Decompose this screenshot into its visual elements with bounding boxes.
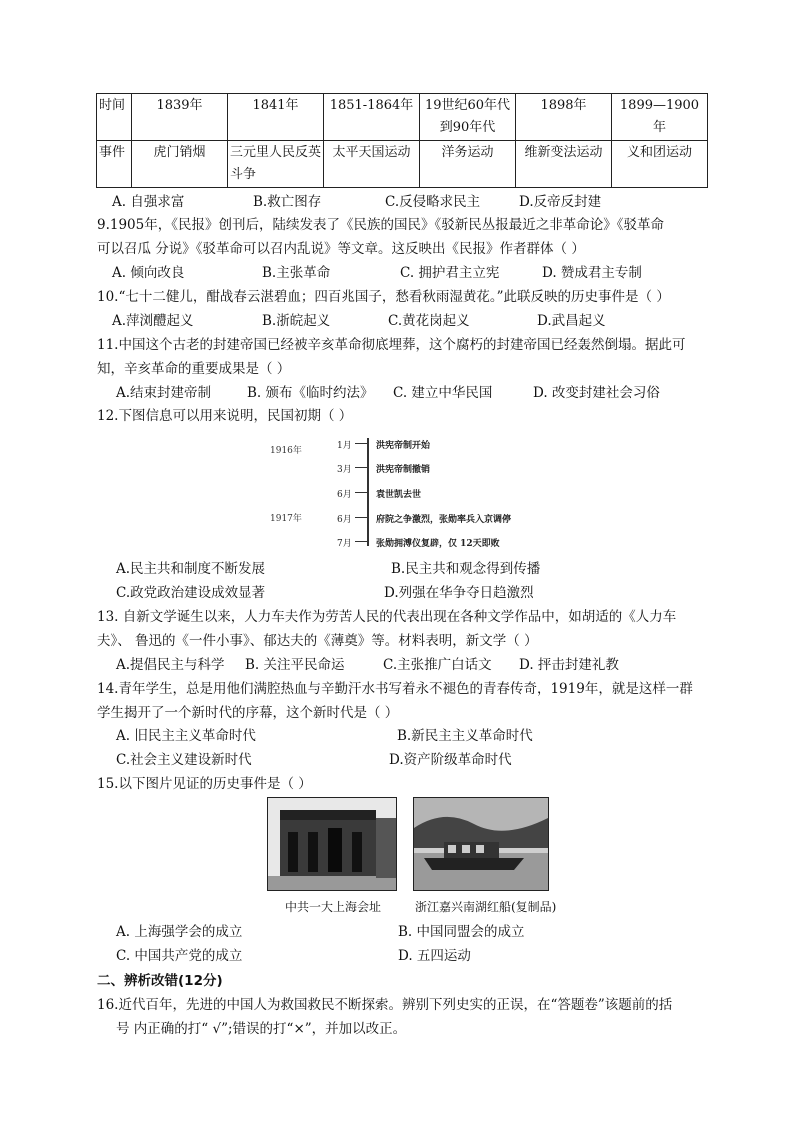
q12-option-c: C.政党政治建设成效显著 — [116, 585, 266, 601]
q15-option-a: A. 上海强学会的成立 — [116, 924, 243, 940]
q10-stem-line1: 10.“七十二健儿，酣战春云湛碧血；四百兆国子，愁看秋雨湿黄花。”此联反映的历史事件是（ ） — [97, 289, 670, 305]
table-cell: 义和团运动 — [612, 141, 708, 188]
table-cell: 洋务运动 — [420, 141, 516, 188]
q9-option-d: D. 赞成君主专制 — [542, 265, 642, 281]
table-cell: 1851-1864年 — [324, 94, 420, 141]
q12-option-b: B.民主共和观念得到传播 — [391, 561, 541, 577]
q16-stem-line2: 号 内正确的打“ √”;错误的打“×”，并加以改正。 — [116, 1021, 407, 1037]
timeline-tick — [355, 517, 367, 518]
q9-stem-line1: 9.1905年，《民报》创刊后，陆续发表了《民族的国民》《驳新民丛报最近之非革命论》《驳革命 — [97, 217, 664, 233]
table-row — [97, 94, 708, 141]
q9-stem-line2: 可以召瓜 分说》《驳革命可以召内乱说》等文章。这反映出《民报》作者群体（ ） — [97, 241, 585, 257]
table-cell: 1898年 — [516, 94, 612, 141]
timeline-event: 洪宪帝制开始 — [376, 441, 431, 451]
table-cell: 1899—1900年 — [612, 94, 708, 141]
photo-caption: 中共一大上海会址 — [285, 900, 382, 914]
q13-option-a: A.提倡民主与科学 — [116, 657, 225, 673]
timeline-event: 府院之争激烈，张勋率兵入京调停 — [376, 515, 512, 525]
q11-option-c: C. 建立中华民国 — [393, 385, 493, 401]
q8-option-c: C.反侵略求民主 — [385, 194, 481, 210]
timeline-tick — [355, 467, 367, 468]
q10-option-a: A.萍浏醴起义 — [112, 313, 194, 329]
building-image — [268, 798, 396, 890]
timeline-event: 张勋拥溥仪复辟，仅 12天即败 — [376, 539, 500, 549]
q12-option-a: A.民主共和制度不断发展 — [116, 561, 266, 577]
q11-option-d: D. 改变封建社会习俗 — [533, 385, 660, 401]
q15-option-b: B. 中国同盟会的成立 — [398, 924, 525, 940]
q14-stem-line1: 14.青年学生，总是用他们满腔热血与辛勤汗水书写着永不褪色的青春传奇，1919年，就是这样一群 — [97, 681, 693, 697]
timeline-year: 1917年 — [270, 514, 302, 524]
q15-option-c: C. 中国共产党的成立 — [116, 948, 243, 964]
shanghai-site-photo — [267, 797, 397, 891]
q11-option-a: A.结束封建帝制 — [116, 385, 212, 401]
q11-stem-line1: 11.中国这个古老的封建帝国已经被辛亥革命彻底埋葬，这个腐朽的封建帝国已经轰然倒塌。据此可 — [97, 337, 686, 353]
q15-option-d: D. 五四运动 — [398, 948, 471, 964]
q13-option-c: C.主张推广白话文 — [383, 657, 492, 673]
timeline-month: 7月 — [337, 539, 352, 549]
q10-option-b: B.浙皖起义 — [262, 313, 331, 329]
q16-stem-line1: 16.近代百年，先进的中国人为救国救民不断探索。辨别下列史实的正误，在“答题卷”该题前的括 — [97, 997, 673, 1013]
timeline-tick — [355, 541, 367, 542]
red-boat-photo — [413, 797, 549, 891]
q14-option-a: A. 旧民主主义革命时代 — [116, 728, 256, 744]
table-cell: 事件 — [97, 141, 132, 188]
timeline-month: 6月 — [337, 515, 352, 525]
timeline-axis — [367, 438, 369, 546]
q10-option-c: C.黄花岗起义 — [388, 313, 470, 329]
timeline-event: 袁世凯去世 — [376, 490, 422, 500]
table-cell: 19世纪60年代到90年代 — [420, 94, 516, 141]
table-cell: 1839年 — [132, 94, 228, 141]
photo-caption: 浙江嘉兴南湖红船(复制品) — [415, 900, 557, 914]
table-cell: 维新变法运动 — [516, 141, 612, 188]
q13-stem-line2: 夫》、 鲁迅的《一件小事》、郁达夫的《薄奠》等。材料表明，新文学（ ） — [97, 633, 538, 649]
q8-option-a: A. 自强求富 — [112, 194, 185, 210]
timeline-tick — [355, 492, 367, 493]
timeline-month: 3月 — [337, 465, 352, 475]
q13-option-d: D. 抨击封建礼教 — [519, 657, 619, 673]
timeline-month: 1月 — [337, 441, 352, 451]
q14-option-b: B.新民主主义革命时代 — [397, 728, 533, 744]
q9-option-b: B.主张革命 — [262, 265, 331, 281]
q15-stem-line1: 15.以下图片见证的历史事件是（ ） — [97, 776, 312, 792]
q8-option-b: B.救亡图存 — [253, 194, 322, 210]
q14-option-c: C.社会主义建设新时代 — [116, 752, 252, 768]
boat-image — [414, 798, 548, 890]
history-events-table — [96, 93, 708, 188]
section-heading: 二、辨析改错(12分) — [97, 973, 223, 989]
q9-option-a: A. 倾向改良 — [112, 265, 185, 281]
table-cell: 时间 — [97, 94, 132, 141]
q14-option-d: D.资产阶级革命时代 — [389, 752, 512, 768]
table-cell: 虎门销烟 — [132, 141, 228, 188]
timeline-tick — [355, 443, 367, 444]
timeline-month: 6月 — [337, 490, 352, 500]
q14-stem-line2: 学生揭开了一个新时代的序幕，这个新时代是（ ） — [97, 705, 399, 721]
q10-option-d: D.武昌起义 — [537, 313, 606, 329]
table-cell: 太平天国运动 — [324, 141, 420, 188]
timeline-event: 洪宪帝制撤销 — [376, 465, 431, 475]
q11-option-b: B. 颁布《临时约法》 — [247, 385, 374, 401]
q9-option-c: C. 拥护君主立宪 — [400, 265, 500, 281]
q8-option-d: D.反帝反封建 — [519, 194, 602, 210]
q11-stem-line2: 知，辛亥革命的重要成果是（ ） — [97, 361, 291, 377]
table-cell: 三元里人民反英斗争 — [228, 141, 324, 188]
table-cell: 1841年 — [228, 94, 324, 141]
q12-stem-line1: 12.下图信息可以用来说明，民国初期（ ） — [97, 408, 353, 424]
table-row — [97, 141, 708, 188]
q13-stem-line1: 13. 自新文学诞生以来，人力车夫作为劳苦人民的代表出现在各种文学作品中，如胡适的《人力车 — [97, 609, 677, 625]
q12-option-d: D.列强在华争夺日趋激烈 — [384, 585, 534, 601]
timeline-year: 1916年 — [270, 446, 302, 456]
q13-option-b: B. 关注平民命运 — [245, 657, 345, 673]
